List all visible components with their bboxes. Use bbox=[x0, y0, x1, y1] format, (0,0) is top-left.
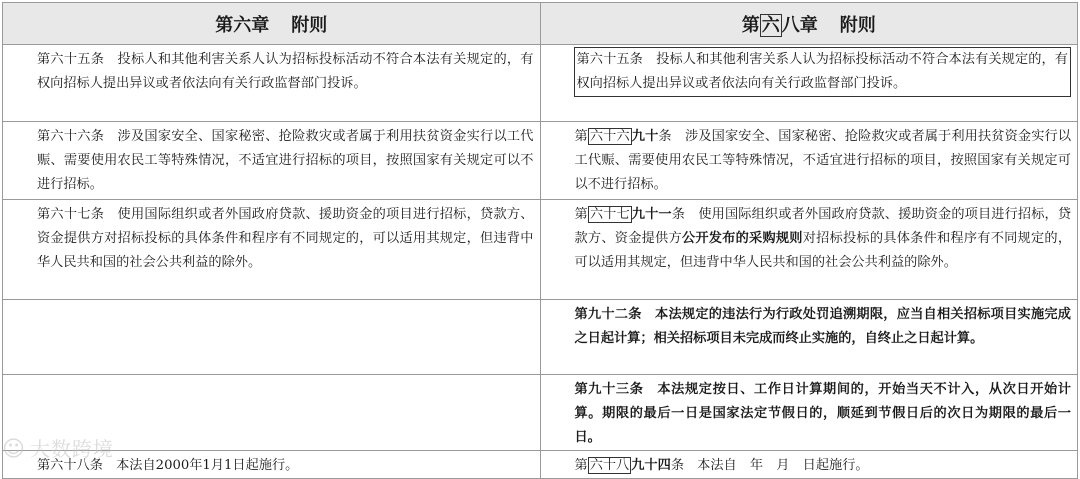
left-chapter-title: 第六章 bbox=[215, 14, 270, 36]
right-header bbox=[540, 3, 1078, 45]
right-article-68 bbox=[540, 451, 1078, 479]
right-article-66 bbox=[540, 122, 1078, 200]
article-row-68 bbox=[3, 451, 1078, 479]
right-chapter-prefix: 第 bbox=[741, 14, 760, 36]
right-article-68-text: 第 六十八 九十四条 本法自 年 月 日起施行。 bbox=[574, 458, 869, 473]
left-article-65-text: 第六十五条 投标人和其他利害关系人认为招标投标活动不符合本法有关规定的，有权向招标人提出异议或者依法向有关行政监督部门投诉。 bbox=[37, 52, 534, 91]
right-chapter-title: 八章 bbox=[781, 14, 818, 36]
article-row-92 bbox=[3, 300, 1078, 375]
left-article-93-empty bbox=[3, 375, 541, 451]
comparison-table bbox=[2, 2, 1078, 479]
new-number-94: 九十四 bbox=[631, 458, 671, 473]
article-row-66 bbox=[3, 122, 1078, 200]
left-article-68 bbox=[3, 451, 541, 479]
watermark-text: 大数跨境 bbox=[29, 437, 114, 461]
left-article-65 bbox=[3, 45, 541, 122]
deleted-number-67: 六十七 bbox=[589, 207, 630, 222]
right-article-92-text: 第九十二条 本法规定的违法行为行政处罚追溯期限，应当自相关招标项目实施完成之日起计算；相关招标项目未完成而终止实施的，自终止之日起计算。 bbox=[574, 307, 1071, 346]
right-article-93 bbox=[540, 375, 1078, 451]
left-article-66 bbox=[3, 122, 541, 200]
right-article-67 bbox=[540, 200, 1078, 300]
right-chapter-deleted: 六 bbox=[761, 14, 780, 36]
left-article-92-empty bbox=[3, 300, 541, 375]
article-row-93 bbox=[3, 375, 1078, 451]
deleted-number-66: 六十六 bbox=[589, 129, 630, 144]
left-article-67-text: 第六十七条 使用国际组织或者外国政府贷款、援助资金的项目进行招标，贷款方、资金提供方对招标投标的具体条件和程序有不同规定的，可以适用其规定，但违背中华人民共和国的社会公共利益的除外。 bbox=[37, 207, 534, 270]
added-text-procurement-rules: 公开发布的采购规则 bbox=[681, 231, 803, 246]
left-article-67 bbox=[3, 200, 541, 300]
left-article-68-text: 第六十八条 本法自2000年1月1日起施行。 bbox=[37, 458, 299, 473]
right-article-65 bbox=[540, 45, 1078, 122]
watermark-logo-icon: ☺ bbox=[2, 437, 26, 462]
left-chapter-sub: 附则 bbox=[291, 14, 328, 36]
right-chapter-sub: 附则 bbox=[839, 14, 876, 36]
right-article-65-text: 第六十五条 投标人和其他利害关系人认为招标投标活动不符合本法有关规定的，有权向招标人提出异议或者依法向有关行政监督部门投诉。 bbox=[574, 47, 1072, 97]
new-number-91: 九十一 bbox=[631, 207, 672, 222]
new-number-90: 九十 bbox=[631, 129, 659, 144]
article-row-67 bbox=[3, 200, 1078, 300]
right-article-93-text: 第九十三条 本法规定按日、工作日计算期间的，开始当天不计入，从次日开始计算。期限的最后一日是国家法定节假日的，顺延到节假日后的次日为期限的最后一日。 bbox=[574, 382, 1071, 445]
right-article-66-text: 第 六十六 九十条 涉及国家安全、国家秘密、抢险救灾或者属于利用扶贫资金实行以工代赈、需要使用农民工等特殊情况，不适宜进行招标的项目，按照国家有关规定可以不进行招标。 bbox=[574, 129, 1072, 192]
left-header bbox=[3, 3, 541, 45]
right-article-67-text: 第 六十七 九十一条 使用国际组织或者外国政府贷款、援助资金的项目进行招标，贷款方、资金提供方公开发布的采购规则对招标投标的具体条件和程序有不同规定的，可以适用其规定，但违背中华人民共和国的社会公共利益的除外。 bbox=[574, 207, 1072, 270]
header-row bbox=[3, 3, 1078, 45]
deleted-number-68: 六十八 bbox=[589, 458, 630, 473]
left-article-66-text: 第六十六条 涉及国家安全、国家秘密、抢险救灾或者属于利用扶贫资金实行以工代赈、需要使用农民工等特殊情况，不适宜进行招标的项目，按照国家有关规定可以不进行招标。 bbox=[37, 129, 534, 192]
article-row-65 bbox=[3, 45, 1078, 122]
right-article-92 bbox=[540, 300, 1078, 375]
